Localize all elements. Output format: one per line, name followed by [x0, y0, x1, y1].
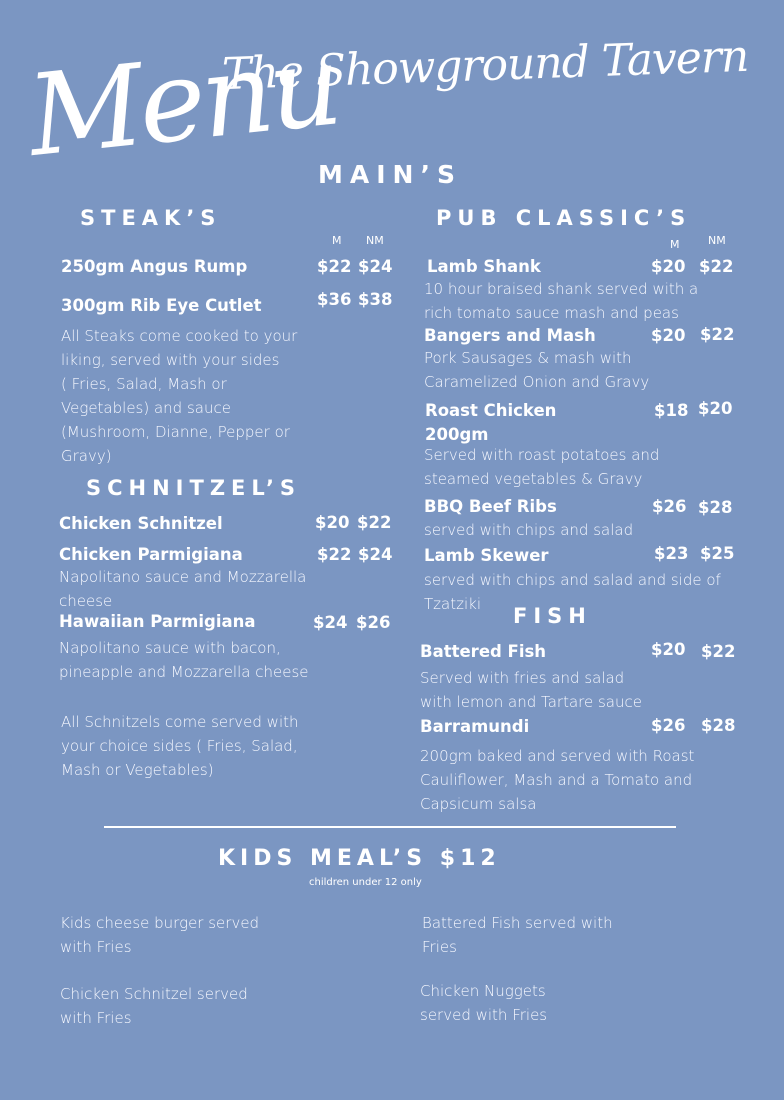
- price-m: $26: [651, 716, 686, 735]
- desc-line: Chicken Nuggets: [420, 982, 546, 1000]
- price-m: $26: [652, 497, 687, 516]
- desc-line: 200gm baked and served with Roast: [420, 747, 695, 765]
- price-nm: $28: [698, 498, 733, 517]
- kids-heading: KIDS MEAL’S $12: [218, 846, 501, 871]
- price-nm: $26: [356, 613, 391, 632]
- item-name-line: 200gm: [425, 425, 489, 444]
- price-nm: $20: [698, 399, 733, 418]
- steaks-col-m: M: [332, 234, 342, 247]
- desc-line: with lemon and Tartare sauce: [420, 693, 642, 711]
- price-nm: $24: [358, 545, 393, 564]
- desc-line: 10 hour braised shank served with a: [424, 280, 699, 298]
- price-nm: $38: [358, 290, 393, 309]
- menu-item-name: Lamb Skewer: [424, 546, 549, 565]
- item-description: [420, 744, 760, 816]
- desc-line: Napolitano sauce with bacon,: [59, 639, 281, 657]
- price-nm: $25: [700, 544, 735, 563]
- price-m: $20: [651, 640, 686, 659]
- kids-item: [60, 911, 340, 959]
- desc-line: liking, served with your sides: [61, 351, 280, 369]
- menu-item-name: Hawaiian Parmigiana: [59, 612, 256, 631]
- kids-item: [422, 911, 702, 959]
- menu-item-name: BBQ Beef Ribs: [424, 497, 557, 516]
- menu-item-name: Chicken Schnitzel: [59, 514, 223, 533]
- schnitzels-heading: SCHNITZEL’S: [86, 476, 302, 500]
- price-m: $18: [654, 401, 689, 420]
- menu-item-name: Lamb Shank: [427, 257, 541, 276]
- menu-item-name: 300gm Rib Eye Cutlet: [61, 296, 262, 315]
- desc-line: Cauliflower, Mash and a Tomato and: [420, 771, 693, 789]
- desc-line: cheese: [59, 592, 113, 610]
- kids-item: [420, 979, 700, 1027]
- price-m: $24: [313, 613, 348, 632]
- pub-col-nm: NM: [708, 234, 726, 247]
- pub-classics-heading: PUB CLASSIC’S: [436, 206, 692, 230]
- desc-line: with Fries: [60, 1009, 132, 1027]
- price-m: $23: [654, 544, 689, 563]
- desc-line: Pork Sausages & mash with: [424, 349, 632, 367]
- desc-line: Fries: [422, 938, 457, 956]
- item-description: [424, 346, 754, 394]
- desc-line: Battered Fish served with: [422, 914, 613, 932]
- price-nm: $28: [701, 716, 736, 735]
- desc-line: Vegetables) and sauce: [61, 399, 231, 417]
- price-nm: $22: [700, 325, 735, 344]
- pub-col-m: M: [670, 238, 680, 251]
- menu-item-name: Bangers and Mash: [424, 326, 596, 345]
- desc-line: Served with roast potatoes and: [424, 446, 660, 464]
- desc-line: Chicken Schnitzel served: [60, 985, 248, 1003]
- item-description: [424, 518, 754, 542]
- desc-line: Gravy): [61, 447, 112, 465]
- price-nm: $22: [357, 513, 392, 532]
- desc-line: served with chips and salad and side of: [424, 571, 721, 589]
- item-description: [59, 636, 329, 684]
- desc-line: served with Fries: [420, 1006, 548, 1024]
- price-m: $20: [651, 326, 686, 345]
- steaks-description: [61, 324, 321, 468]
- price-nm: $24: [358, 257, 393, 276]
- item-name-line: Roast Chicken: [425, 401, 557, 420]
- menu-item-name: [425, 399, 556, 447]
- menu-title: Menu: [22, 20, 344, 182]
- item-description: [424, 443, 754, 491]
- desc-line: Mash or Vegetables): [61, 761, 214, 779]
- desc-line: Napolitano sauce and Mozzarella: [59, 568, 307, 586]
- desc-line: (Mushroom, Dianne, Pepper or: [61, 423, 290, 441]
- fish-heading: FISH: [513, 604, 592, 628]
- kids-subtitle: children under 12 only: [309, 877, 422, 888]
- desc-line: pineapple and Mozzarella cheese: [59, 663, 309, 681]
- desc-line: All Steaks come cooked to your: [61, 327, 298, 345]
- desc-line: ( Fries, Salad, Mash or: [61, 375, 227, 393]
- desc-line: served with chips and salad: [424, 521, 634, 539]
- item-description: [424, 277, 754, 325]
- item-description: [424, 568, 764, 616]
- desc-line: All Schnitzels come served with: [61, 713, 299, 731]
- desc-line: Kids cheese burger served: [60, 914, 260, 932]
- desc-line: steamed vegetables & Gravy: [424, 470, 643, 488]
- price-m: $22: [317, 545, 352, 564]
- desc-line: your choice sides ( Fries, Salad,: [61, 737, 298, 755]
- menu-item-name: 250gm Angus Rump: [61, 257, 248, 276]
- section-divider: [104, 826, 676, 828]
- steaks-col-nm: NM: [366, 234, 384, 247]
- price-nm: $22: [699, 257, 734, 276]
- price-m: $20: [651, 257, 686, 276]
- menu-item-name: Battered Fish: [420, 642, 547, 661]
- item-description: [420, 666, 750, 714]
- price-m: $20: [315, 513, 350, 532]
- item-description: [59, 565, 329, 613]
- desc-line: Capsicum salsa: [420, 795, 537, 813]
- venue-title: The Showground Tavern: [221, 30, 750, 101]
- desc-line: Served with fries and salad: [420, 669, 625, 687]
- desc-line: Caramelized Onion and Gravy: [424, 373, 650, 391]
- price-m: $22: [317, 257, 352, 276]
- mains-heading: MAIN’S: [318, 160, 462, 189]
- price-m: $36: [317, 290, 352, 309]
- menu-item-name: Chicken Parmigiana: [59, 545, 243, 564]
- menu-item-name: Barramundi: [420, 717, 530, 736]
- desc-line: rich tomato sauce mash and peas: [424, 304, 679, 322]
- kids-item: [60, 982, 340, 1030]
- price-nm: $22: [701, 642, 736, 661]
- desc-line: Tzatziki: [424, 595, 482, 613]
- desc-line: with Fries: [60, 938, 132, 956]
- steaks-heading: STEAK’S: [80, 206, 222, 230]
- schnitzels-note: [61, 710, 331, 782]
